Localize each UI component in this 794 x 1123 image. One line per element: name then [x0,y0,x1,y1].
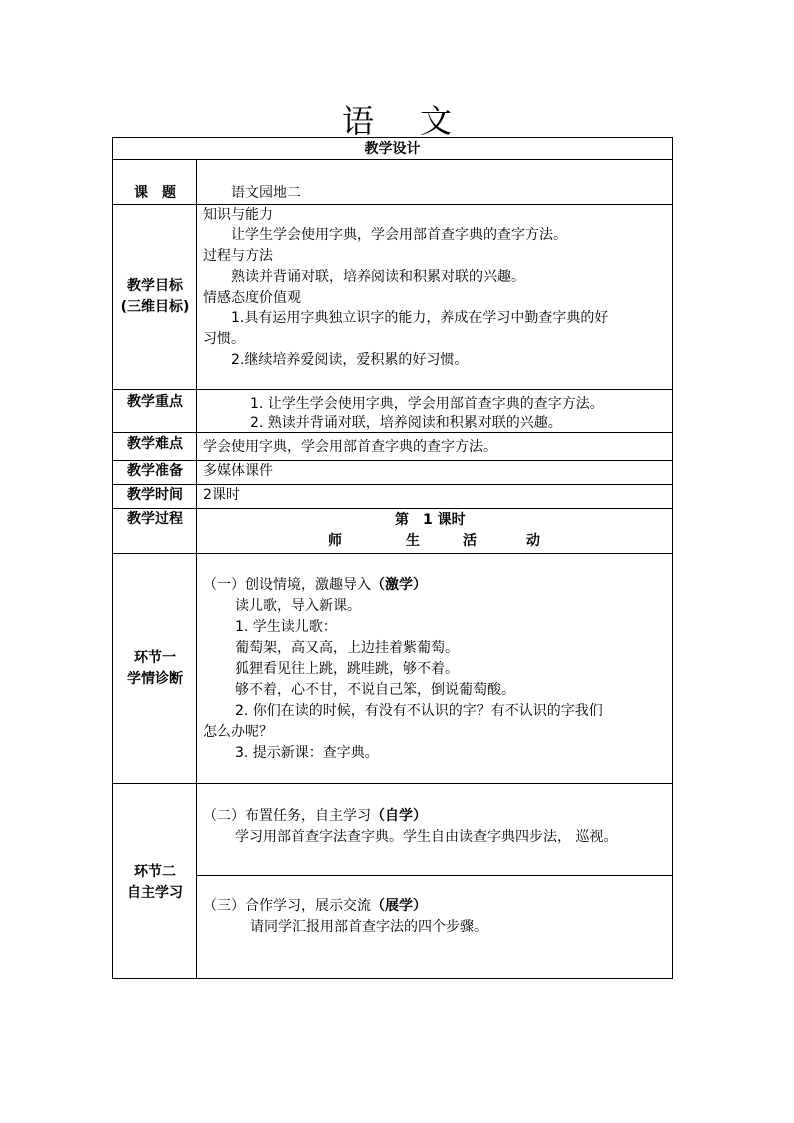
stage-1-heading-tag: （激学） [371,577,427,593]
stage-2-label: 环节二 [134,864,176,880]
lesson-value: 语文园地二 [231,185,301,201]
objective-line: 知识与能力 [203,207,273,223]
stage-1-heading-text: （一）创设情境，激趣导入 [203,577,371,593]
objectives-sublabel: (三维目标) [120,299,190,315]
difficulty-value: 学会使用字典，学会用部首查字典的查字方法。 [203,439,497,455]
stage-1-line: 3. 提示新课：查字典。 [235,745,379,761]
objective-line: 情感态度价值观 [203,290,301,306]
stage-2-part-a-heading [203,806,427,826]
objective-line: 1.具有运用字典独立识字的能力，养成在学习中勤查字典的好 [203,310,609,326]
stage-2-part-b-heading [203,896,427,916]
stage-2-part-a-text: 学习用部首查字法查字典。学生自由读查字典四步法， 巡视。 [235,829,618,845]
stage-1-line: 怎么办呢？ [203,724,273,740]
stage-1-line: 狐狸看见往上跳，跳哇跳，够不着。 [235,661,459,677]
objectives-label: 教学目标 [127,278,183,294]
activity-char: 动 [526,533,540,549]
title-char-2: 文 [420,102,453,140]
row-divider [196,875,672,876]
title-char-1: 语 [341,102,374,140]
stage-2-sublabel: 自主学习 [127,885,183,901]
preparation-value: 多媒体课件 [203,463,273,479]
stage-2-part-b-tag: （展学） [371,898,427,914]
key-point-line: 1. 让学生学会使用字典，学会用部首查字典的查字方法。 [250,396,604,412]
objective-line: 2.继续培养爱阅读，爱积累的好习惯。 [203,352,469,368]
stage-2-part-a-heading-text: （二）布置任务，自主学习 [203,808,371,824]
stage-1-label: 环节一 [134,650,176,666]
stage-1-line: 读儿歌，导入新课。 [235,598,361,614]
stage-2-part-b-heading-text: （三）合作学习，展示交流 [203,898,371,914]
table-header: 教学设计 [364,141,421,157]
stage-1-line: 1. 学生读儿歌： [235,619,337,635]
objective-line: 过程与方法 [203,248,273,264]
objective-line: 熟读并背诵对联，培养阅读和积累对联的兴趣。 [203,269,525,285]
activity-char: 师 [328,533,342,549]
lesson-plan-table [112,137,673,979]
lesson-label: 课 题 [134,185,176,201]
process-label: 教学过程 [127,511,183,527]
document-title [0,96,794,142]
period-label: 第 1 课时 [395,512,466,528]
stage-1-line: 葡萄架，高又高，上边挂着紫葡萄。 [235,640,459,656]
objective-line: 习惯。 [203,331,245,347]
stage-1-heading [203,575,427,595]
activity-char: 活 [463,533,477,549]
key-point-line: 2. 熟读并背诵对联，培养阅读和积累对联的兴趣。 [250,415,562,431]
stage-2-part-a-tag: （自学） [371,808,427,824]
stage-1-line: 2. 你们在读的时候，有没有不认识的字？有不认识的字我们 [235,703,603,719]
preparation-label: 教学准备 [127,463,183,479]
difficulty-label: 教学难点 [127,436,183,452]
stage-1-sublabel: 学情诊断 [127,671,183,687]
objective-line: 让学生学会使用字典，学会用部首查字典的查字方法。 [203,227,567,243]
activity-char: 生 [406,533,420,549]
stage-1-line: 够不着，心不甘，不说自己笨，倒说葡萄酸。 [235,682,515,698]
duration-value: 2课时 [203,487,240,503]
key-points-label: 教学重点 [127,394,183,410]
stage-2-part-b-text: 请同学汇报用部首查字法的四个步骤。 [250,919,488,935]
duration-label: 教学时间 [127,487,183,503]
